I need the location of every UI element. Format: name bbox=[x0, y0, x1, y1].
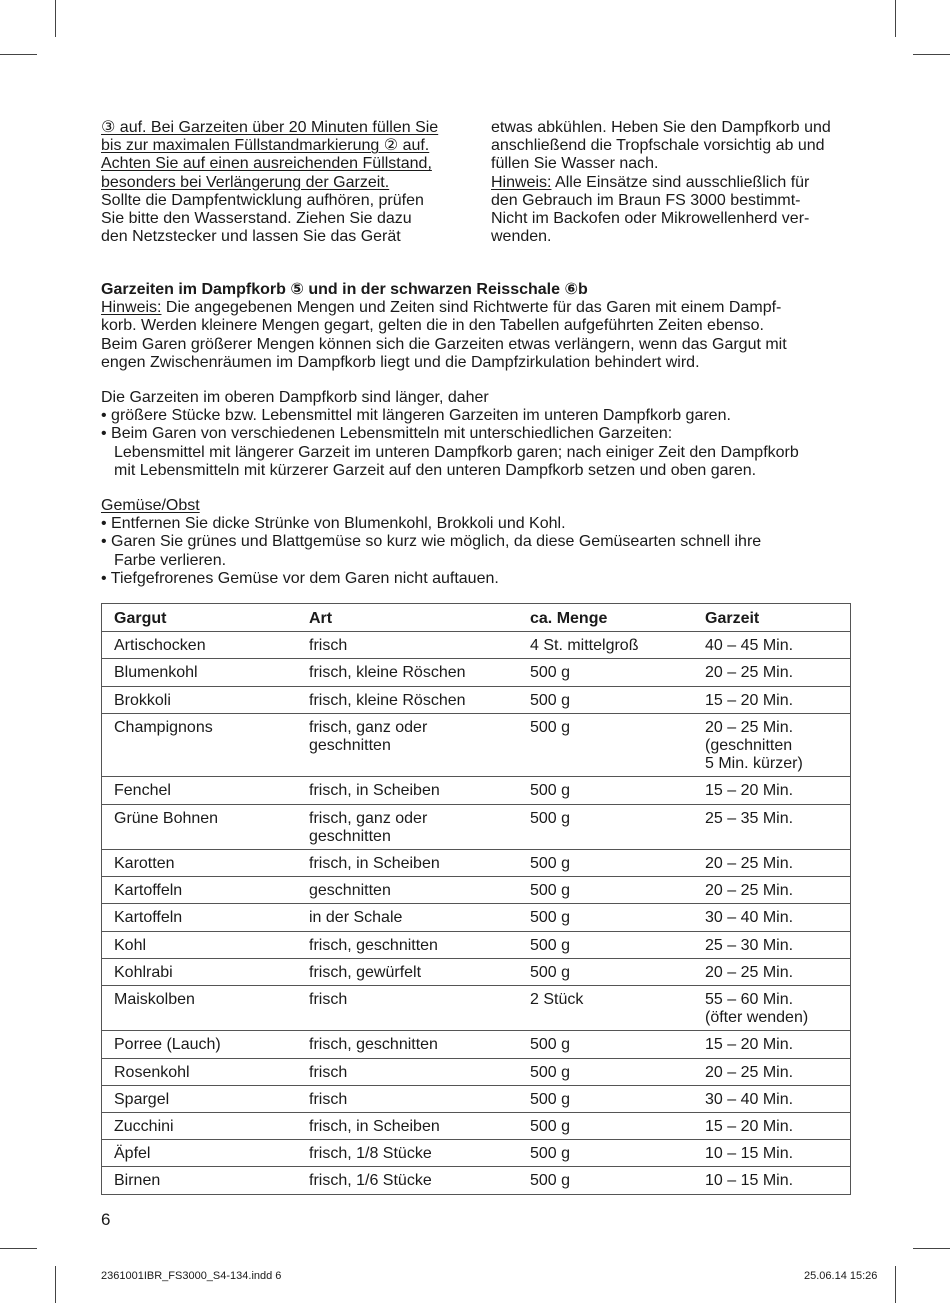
column-header: Garzeit bbox=[693, 604, 851, 632]
table-cell: 20 – 25 Min. (geschnitten 5 Min. kürzer) bbox=[693, 713, 851, 777]
table-row bbox=[102, 804, 851, 849]
table-row bbox=[102, 986, 851, 1031]
table-row bbox=[102, 659, 851, 686]
table-row bbox=[102, 904, 851, 931]
table-cell: frisch, in Scheiben bbox=[297, 1113, 518, 1140]
underlined-line: besonders bei Verlängerung der Garzeit. bbox=[101, 173, 390, 191]
column-header: Gargut bbox=[102, 604, 298, 632]
table-cell: frisch, in Scheiben bbox=[297, 777, 518, 804]
text-line: anschließend die Tropfschale vorsichtig ab und bbox=[491, 137, 825, 155]
upper-basket-notes bbox=[101, 389, 861, 480]
text-line: mit Lebensmitteln mit kürzerer Garzeit auf den unteren Dampfkorb setzen und oben garen. bbox=[114, 461, 757, 479]
hint-label: Hinweis: bbox=[491, 173, 552, 191]
text-line: Lebensmittel mit längerer Garzeit im unteren Dampfkorb garen; nach einiger Zeit den Dampfkorb bbox=[114, 443, 799, 461]
text-line: Sie bitte den Wasserstand. Ziehen Sie dazu bbox=[101, 210, 412, 228]
table-row bbox=[102, 1058, 851, 1085]
table-cell: Brokkoli bbox=[102, 686, 298, 713]
footer-file: 2361001IBR_FS3000_S4-134.indd 6 bbox=[101, 1270, 282, 1282]
table-cell: 500 g bbox=[518, 1058, 693, 1085]
table-row bbox=[102, 1140, 851, 1167]
table-cell: Zucchini bbox=[102, 1113, 298, 1140]
table-cell: 500 g bbox=[518, 686, 693, 713]
table-cell: 20 – 25 Min. bbox=[693, 659, 851, 686]
table-cell: frisch, geschnitten bbox=[297, 1031, 518, 1058]
column-header: Art bbox=[297, 604, 518, 632]
table-cell: 500 g bbox=[518, 931, 693, 958]
crop-mark bbox=[895, 0, 896, 37]
table-cell: geschnitten bbox=[297, 877, 518, 904]
vegetables-section bbox=[101, 497, 861, 588]
crop-mark bbox=[55, 1266, 56, 1303]
table-cell: Birnen bbox=[102, 1167, 298, 1194]
underlined-line: ③ auf. Bei Garzeiten über 20 Minuten füllen Sie bbox=[101, 119, 439, 136]
table-cell: 500 g bbox=[518, 1113, 693, 1140]
hint-text: Alle Einsätze sind ausschließlich für bbox=[551, 173, 810, 191]
section-heading: Garzeiten im Dampfkorb ⑤ und in der schwarzen Reisschale ⑥b bbox=[101, 281, 588, 298]
table-cell: Grüne Bohnen bbox=[102, 804, 298, 849]
table-row bbox=[102, 850, 851, 877]
page-number: 6 bbox=[101, 1210, 111, 1229]
table-cell: Kartoffeln bbox=[102, 904, 298, 931]
right-column bbox=[491, 119, 861, 246]
table-cell: frisch bbox=[297, 1085, 518, 1112]
bullet-item: • Entfernen Sie dicke Strünke von Blumenkohl, Brokkoli und Kohl. bbox=[101, 515, 566, 533]
crop-mark bbox=[913, 54, 950, 55]
crop-mark bbox=[895, 1266, 896, 1303]
table-cell: Artischocken bbox=[102, 632, 298, 659]
table-row bbox=[102, 632, 851, 659]
table-cell: 20 – 25 Min. bbox=[693, 958, 851, 985]
table-cell: frisch bbox=[297, 986, 518, 1031]
table-row bbox=[102, 777, 851, 804]
table-cell: 30 – 40 Min. bbox=[693, 1085, 851, 1112]
table-cell: frisch, ganz oder geschnitten bbox=[297, 804, 518, 849]
crop-mark bbox=[0, 54, 37, 55]
table-cell: 20 – 25 Min. bbox=[693, 1058, 851, 1085]
footer-date: 25.06.14 15:26 bbox=[804, 1270, 878, 1282]
text-line: wenden. bbox=[491, 228, 552, 246]
underlined-line: bis zur maximalen Füllstandmarkierung ② auf. bbox=[101, 137, 430, 155]
text-line: füllen Sie Wasser nach. bbox=[491, 155, 659, 173]
table-cell: 500 g bbox=[518, 804, 693, 849]
table-cell: 20 – 25 Min. bbox=[693, 850, 851, 877]
column-header: ca. Menge bbox=[518, 604, 693, 632]
table-cell: 500 g bbox=[518, 713, 693, 777]
table-cell: 2 Stück bbox=[518, 986, 693, 1031]
hint-text: Die angegebenen Mengen und Zeiten sind Richtwerte für das Garen mit einem Dampf- bbox=[161, 299, 782, 317]
table-cell: 55 – 60 Min. (öfter wenden) bbox=[693, 986, 851, 1031]
table-row bbox=[102, 1167, 851, 1194]
text-line: Nicht im Backofen oder Mikrowellenherd ver- bbox=[491, 210, 810, 228]
table-cell: Rosenkohl bbox=[102, 1058, 298, 1085]
hint-line bbox=[491, 174, 861, 192]
table-cell: 500 g bbox=[518, 1031, 693, 1058]
table-cell: Maiskolben bbox=[102, 986, 298, 1031]
table-cell: 500 g bbox=[518, 1085, 693, 1112]
table-cell: frisch, 1/8 Stücke bbox=[297, 1140, 518, 1167]
crop-mark bbox=[55, 0, 56, 37]
table-cell: Kohl bbox=[102, 931, 298, 958]
table-cell: frisch, gewürfelt bbox=[297, 958, 518, 985]
table-cell: 15 – 20 Min. bbox=[693, 777, 851, 804]
table-cell: 500 g bbox=[518, 659, 693, 686]
table-cell: 15 – 20 Min. bbox=[693, 686, 851, 713]
table-cell: frisch, ganz oder geschnitten bbox=[297, 713, 518, 777]
table-cell: frisch, geschnitten bbox=[297, 931, 518, 958]
table-row bbox=[102, 877, 851, 904]
table-cell: frisch, kleine Röschen bbox=[297, 659, 518, 686]
table-row bbox=[102, 1031, 851, 1058]
table-cell: 15 – 20 Min. bbox=[693, 1031, 851, 1058]
table-row bbox=[102, 713, 851, 777]
table-cell: 10 – 15 Min. bbox=[693, 1140, 851, 1167]
table-cell: 30 – 40 Min. bbox=[693, 904, 851, 931]
text-line: den Gebrauch im Braun FS 3000 bestimmt- bbox=[491, 191, 801, 209]
cooking-times-table bbox=[101, 603, 851, 1195]
table-row bbox=[102, 958, 851, 985]
table-cell: Kartoffeln bbox=[102, 877, 298, 904]
hint-label: Hinweis: bbox=[101, 299, 162, 317]
table-cell: frisch, kleine Röschen bbox=[297, 686, 518, 713]
bullet-item: • Beim Garen von verschiedenen Lebensmitteln mit unterschiedlichen Garzeiten: bbox=[101, 425, 673, 443]
table-cell: 25 – 30 Min. bbox=[693, 931, 851, 958]
table-cell: Champignons bbox=[102, 713, 298, 777]
hint-line bbox=[101, 299, 861, 317]
left-column bbox=[101, 119, 471, 246]
table-cell: 500 g bbox=[518, 777, 693, 804]
text-line: etwas abkühlen. Heben Sie den Dampfkorb und bbox=[491, 119, 831, 136]
table-cell: Äpfel bbox=[102, 1140, 298, 1167]
bullet-item: • Garen Sie grünes und Blattgemüse so kurz wie möglich, da diese Gemüsearten schnell ihre bbox=[101, 533, 762, 551]
table-cell: 40 – 45 Min. bbox=[693, 632, 851, 659]
subsection-title: Gemüse/Obst bbox=[101, 497, 200, 514]
table-cell: Karotten bbox=[102, 850, 298, 877]
table-cell: 10 – 15 Min. bbox=[693, 1167, 851, 1194]
table-cell: frisch, in Scheiben bbox=[297, 850, 518, 877]
table-row bbox=[102, 931, 851, 958]
text-line: Beim Garen größerer Mengen können sich die Garzeiten etwas verlängern, wenn das Gargut mit bbox=[101, 335, 787, 353]
table-cell: Fenchel bbox=[102, 777, 298, 804]
bullet-item: • Tiefgefrorenes Gemüse vor dem Garen nicht auftauen. bbox=[101, 569, 499, 587]
table-cell: 500 g bbox=[518, 1140, 693, 1167]
table-cell: 4 St. mittelgroß bbox=[518, 632, 693, 659]
bullet-item: • größere Stücke bzw. Lebensmittel mit längeren Garzeiten im unteren Dampfkorb garen. bbox=[101, 407, 731, 425]
section-intro bbox=[101, 281, 861, 372]
text-line: Sollte die Dampfentwicklung aufhören, prüfen bbox=[101, 191, 424, 209]
table-cell: 500 g bbox=[518, 904, 693, 931]
table-row bbox=[102, 686, 851, 713]
table-cell: Kohlrabi bbox=[102, 958, 298, 985]
text-line: Farbe verlieren. bbox=[114, 551, 227, 569]
table-header-row bbox=[102, 604, 851, 632]
table-cell: in der Schale bbox=[297, 904, 518, 931]
table-cell: 15 – 20 Min. bbox=[693, 1113, 851, 1140]
text-line: den Netzstecker und lassen Sie das Gerät bbox=[101, 228, 401, 246]
table-row bbox=[102, 1085, 851, 1112]
crop-mark bbox=[0, 1248, 37, 1249]
underlined-line: Achten Sie auf einen ausreichenden Füllstand, bbox=[101, 155, 432, 173]
table-row bbox=[102, 1113, 851, 1140]
table-cell: frisch bbox=[297, 1058, 518, 1085]
table-cell: Spargel bbox=[102, 1085, 298, 1112]
table-cell: frisch, 1/6 Stücke bbox=[297, 1167, 518, 1194]
text-line: engen Zwischenräumen im Dampfkorb liegt und die Dampfzirkulation behindert wird. bbox=[101, 353, 700, 371]
text-line: Die Garzeiten im oberen Dampfkorb sind länger, daher bbox=[101, 389, 489, 406]
table-cell: 500 g bbox=[518, 958, 693, 985]
text-line: korb. Werden kleinere Mengen gegart, gelten die in den Tabellen aufgeführten Zeiten ebenso. bbox=[101, 317, 764, 335]
table-cell: 500 g bbox=[518, 1167, 693, 1194]
crop-mark bbox=[913, 1248, 950, 1249]
table-cell: Porree (Lauch) bbox=[102, 1031, 298, 1058]
table-cell: 500 g bbox=[518, 877, 693, 904]
table-cell: 500 g bbox=[518, 850, 693, 877]
table-cell: 20 – 25 Min. bbox=[693, 877, 851, 904]
table-cell: frisch bbox=[297, 632, 518, 659]
table-cell: 25 – 35 Min. bbox=[693, 804, 851, 849]
table-cell: Blumenkohl bbox=[102, 659, 298, 686]
